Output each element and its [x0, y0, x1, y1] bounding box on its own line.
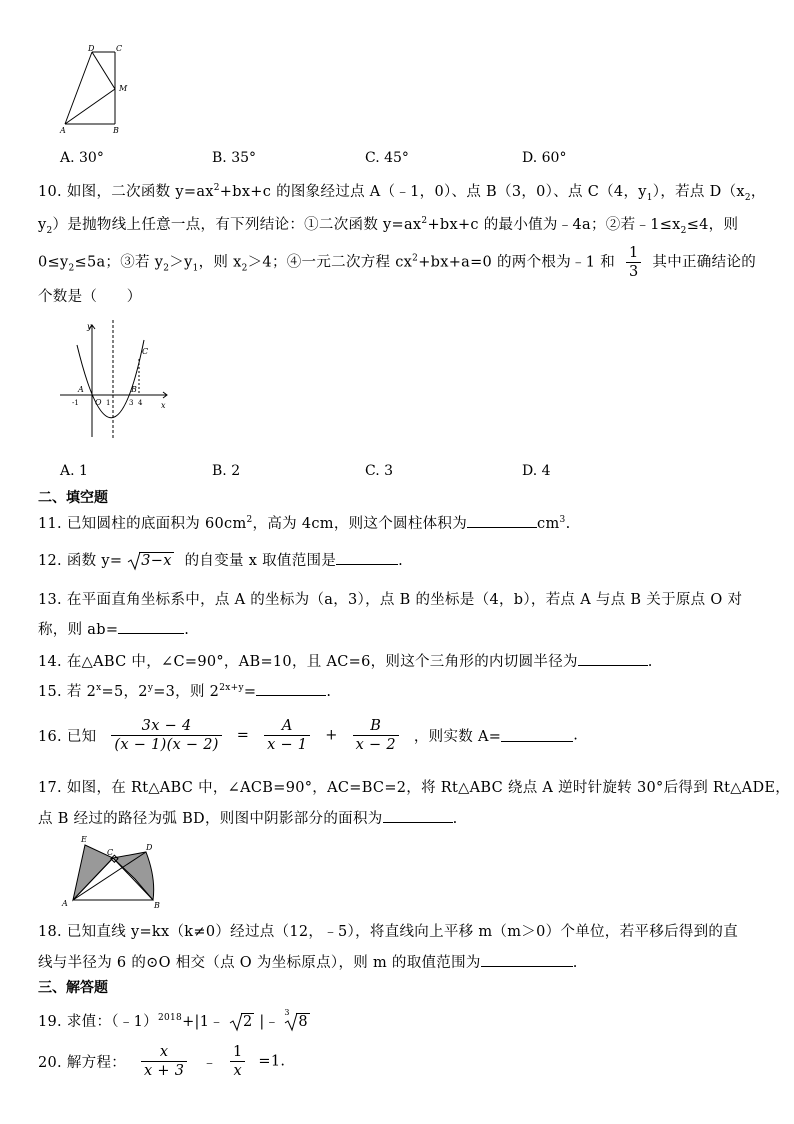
- label-A: A: [60, 126, 66, 135]
- figure-q17: [58, 830, 168, 910]
- q16: 16. 已知 $\frac{3x - 4}{(x - 1)(x - 2)}$ = $\frac{A}{x - 1}$ + $\frac{B}{x - 2}$ ，则实数 A= .: [38, 718, 579, 753]
- tick-4: 4: [138, 399, 143, 407]
- q19: 19. 求值：（﹣1）$^{2018}$+|1﹣ 2 |﹣ 3 8: [38, 1008, 308, 1030]
- q10-option-a: A. 1: [60, 463, 88, 479]
- tick-minus1: -1: [72, 399, 79, 407]
- label-C: C: [116, 44, 123, 53]
- q10-option-c: C. 3: [365, 463, 394, 479]
- label-C: C: [107, 848, 114, 857]
- label-M: M: [119, 84, 128, 93]
- label-B: B: [113, 126, 119, 135]
- q18-line2: 线与半径为 6 的⊙O 相交（点 O 为坐标原点），则 m 的取值范围为 .: [38, 955, 578, 971]
- label-O: O: [95, 398, 102, 407]
- q9-option-d: D. 60°: [522, 150, 567, 166]
- label-y: y: [87, 322, 92, 331]
- label-E: E: [81, 835, 87, 844]
- q10-line2: $y_2$）是抛物线上任意一点，有下列结论：①二次函数 $y=ax^2+bx+c$ 的最小值为﹣4a；②若$﹣1\le x_2\le 4$，则: [38, 216, 739, 236]
- label-A: A: [62, 899, 68, 908]
- label-D: D: [146, 843, 153, 852]
- label-B: B: [131, 385, 137, 394]
- label-C: C: [142, 347, 149, 356]
- q18-line1: 18. 已知直线 y=kx（k≠0）经过点（12，﹣5），将直线向上平移 m（m＞0）个单位，若平移后得到的直: [38, 924, 738, 940]
- label-A: A: [78, 385, 84, 394]
- q9-option-b: B. 35°: [212, 150, 257, 166]
- q17-line2: 点 B 经过的路径为弧 BD，则图中阴影部分的面积为 .: [38, 811, 458, 827]
- q9-option-a: A. 30°: [60, 150, 104, 166]
- q15: 15. 若 $2^x=5$，$2^y=3$，则 $2^{2x+y}=$ .: [38, 683, 332, 700]
- label-B: B: [154, 901, 160, 910]
- figure-q10: [55, 315, 175, 445]
- q10-line1: 10. 如图，二次函数 $y=ax^2+bx+c$ 的图象经过点 A（﹣1，0）、点 B（3，0）、点 C（4，$y_1$），若点 $D(x_2$，: [38, 183, 766, 203]
- q13-line2: 称，则 ab= .: [38, 622, 190, 638]
- q14: 14. 在△ABC 中，∠C=90°，AB=10，且 AC=6，则这个三角形的内切圆半径为 .: [38, 654, 653, 670]
- q13-line1: 13. 在平面直角坐标系中，点 A 的坐标为（a，3），点 B 的坐标是（4，b），若点 A 与点 B 关于原点 O 对: [38, 592, 743, 608]
- q11: 11. 已知圆柱的底面积为 $60cm^2$，高为 4cm，则这个圆柱体积为 $cm^3$.: [38, 515, 571, 532]
- tick-1: 1: [106, 399, 111, 407]
- section-2-heading: 二、填空题: [38, 490, 108, 506]
- q9-option-c: C. 45°: [365, 150, 409, 166]
- q10-line3: $0\le y_2\le 5a$；③若 $y_2>y_1$，则 $x_2>4$；④一元二次方程 $cx^2+bx+a=0$ 的两个根为﹣1 和 $\frac{1}{3}$ 其中正确结论的: [38, 245, 757, 280]
- q20: 20. 解方程： $\frac{x}{x + 3}$ ﹣ $\frac{1}{x}$ =1.: [38, 1044, 286, 1079]
- q12: 12. 函数 y= 3−x 的自变量 x 取值范围是 .: [38, 553, 404, 569]
- q17-line1: 17. 如图，在 Rt△ABC 中，∠ACB=90°，AC=BC=2，将 Rt△ABC 绕点 A 逆时针旋转 30°后得到 Rt△ADE，: [38, 780, 791, 796]
- label-x: x: [161, 401, 166, 410]
- q10-line4: 个数是（ ）: [38, 289, 142, 305]
- q10-option-b: B. 2: [212, 463, 241, 479]
- figure-q9: [55, 44, 140, 136]
- label-D: D: [88, 44, 95, 53]
- q10-option-d: D. 4: [522, 463, 551, 479]
- section-3-heading: 三、解答题: [38, 980, 108, 996]
- tick-3: 3: [129, 399, 134, 407]
